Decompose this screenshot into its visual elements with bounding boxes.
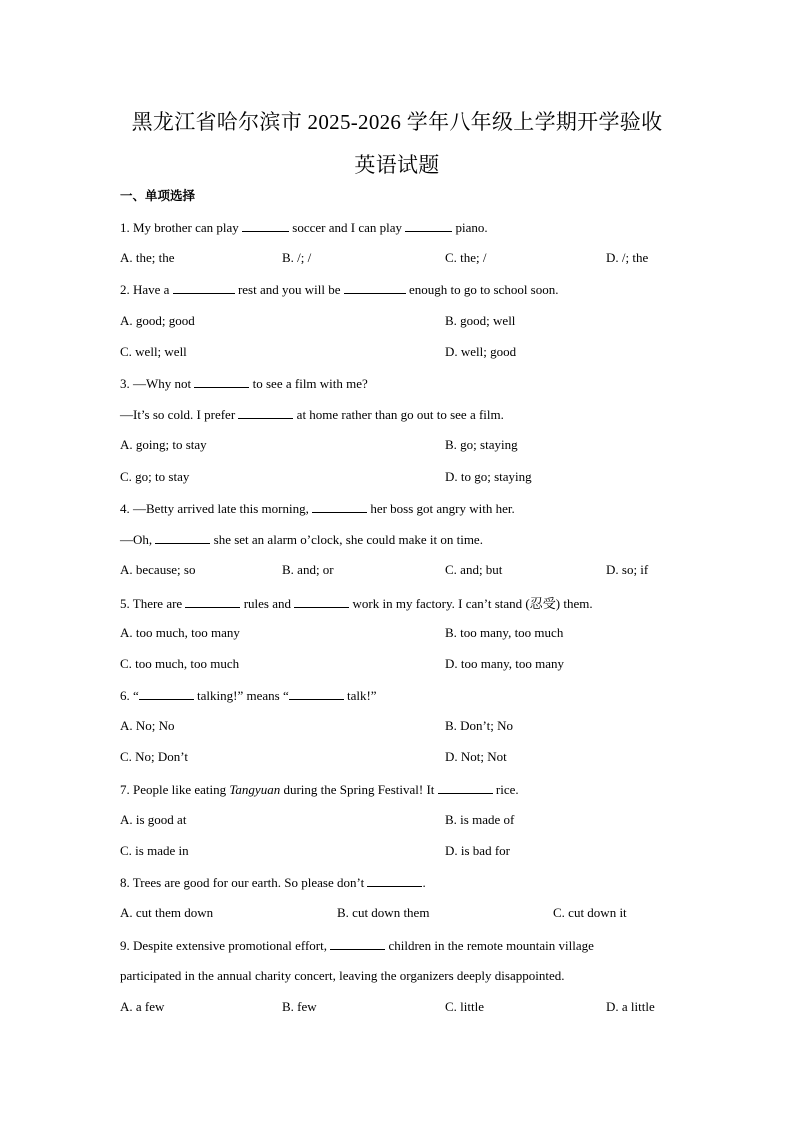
answer-blank (155, 531, 210, 544)
page-title: 黑龙江省哈尔滨市 2025-2026 学年八年级上学期开学验收 (131, 110, 663, 134)
option-a: A. too much, too many (120, 625, 240, 640)
option-c: C. too much, too much (120, 656, 240, 671)
answer-blank (194, 375, 249, 388)
option-b: B. is made of (445, 812, 515, 827)
option-a: A. cut them down (120, 905, 214, 920)
emphasis-word: Tangyuan (229, 782, 281, 797)
question-7: 7. People like eating Tangyuan during the Spring Festival! It rice. (120, 782, 519, 797)
option-c: C. cut down it (553, 905, 627, 920)
option-d: D. too many, too many (445, 656, 565, 671)
option-c: C. is made in (120, 843, 189, 858)
question-5: 5. There are rules and work in my factory. I can’t stand (忍受) them. (120, 596, 593, 611)
option-b: B. and; or (282, 562, 334, 577)
question-3-line-2: —It’s so cold. I prefer at home rather than go out to see a film. (120, 407, 504, 422)
answer-blank (289, 687, 344, 700)
answer-blank (438, 781, 493, 794)
answer-blank (330, 937, 385, 950)
answer-blank (367, 874, 422, 887)
question-2: 2. Have a rest and you will be enough to go to school soon. (120, 282, 559, 297)
option-a: A. No; No (120, 718, 175, 733)
answer-blank (294, 595, 349, 608)
section-heading: 一、单项选择 (120, 188, 196, 203)
question-6: 6. “ talking!” means “ talk!” (120, 688, 377, 703)
answer-blank (242, 219, 289, 232)
option-b: B. too many, too much (445, 625, 564, 640)
option-a: A. because; so (120, 562, 196, 577)
option-b: B. few (282, 999, 317, 1014)
option-c: C. No; Don’t (120, 749, 189, 764)
answer-blank (405, 219, 452, 232)
option-d: D. a little (606, 999, 655, 1014)
answer-blank (173, 281, 235, 294)
option-c: C. and; but (445, 562, 503, 577)
option-b: B. go; staying (445, 437, 518, 452)
answer-blank (238, 406, 293, 419)
option-d: D. is bad for (445, 843, 510, 858)
option-c: C. little (445, 999, 484, 1014)
option-c: C. the; / (445, 250, 487, 265)
question-3: 3. —Why not to see a film with me? (120, 376, 368, 391)
question-1: 1. My brother can play soccer and I can play piano. (120, 220, 488, 235)
option-d: D. so; if (606, 562, 649, 577)
option-a: A. going; to stay (120, 437, 207, 452)
option-a: A. a few (120, 999, 165, 1014)
option-c: C. well; well (120, 344, 187, 359)
question-4: 4. —Betty arrived late this morning, her boss got angry with her. (120, 501, 515, 516)
page-subtitle: 英语试题 (354, 153, 440, 177)
option-d: D. to go; staying (445, 469, 532, 484)
question-9: 9. Despite extensive promotional effort, children in the remote mountain village (120, 938, 594, 953)
option-b: B. /; / (282, 250, 312, 265)
answer-blank (139, 687, 194, 700)
answer-blank (344, 281, 406, 294)
question-8: 8. Trees are good for our earth. So please don’t . (120, 875, 426, 890)
option-b: B. good; well (445, 313, 516, 328)
answer-blank (312, 500, 367, 513)
option-d: D. Not; Not (445, 749, 507, 764)
option-a: A. good; good (120, 313, 195, 328)
answer-blank (185, 595, 240, 608)
option-b: B. cut down them (337, 905, 430, 920)
option-c: C. go; to stay (120, 469, 190, 484)
option-d: D. /; the (606, 250, 649, 265)
question-4-line-2: —Oh, she set an alarm o’clock, she could make it on time. (120, 532, 483, 547)
option-a: A. is good at (120, 812, 187, 827)
question-9-line-2: participated in the annual charity concert, leaving the organizers deeply disappointed. (120, 968, 565, 983)
option-b: B. Don’t; No (445, 718, 514, 733)
option-a: A. the; the (120, 250, 175, 265)
option-d: D. well; good (445, 344, 517, 359)
